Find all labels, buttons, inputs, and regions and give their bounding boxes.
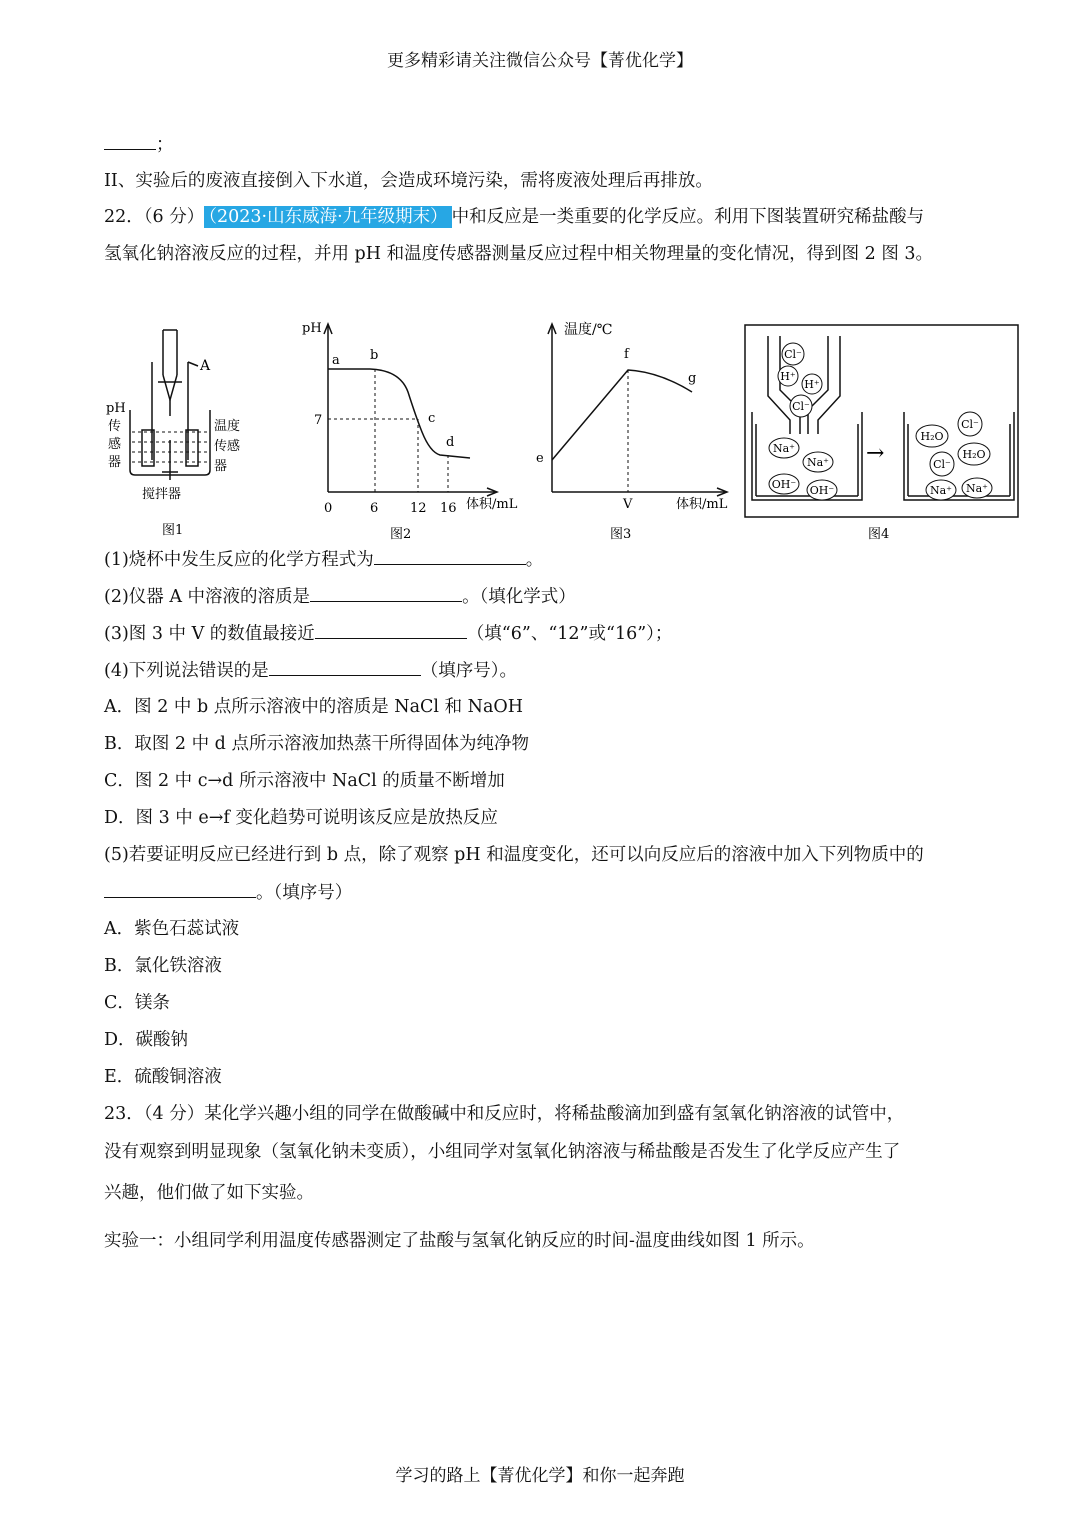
ion-oh-1: OH⁻	[771, 478, 797, 491]
ion-h-2: H⁺	[804, 378, 820, 391]
q22-part3: (3)图 3 中 V 的数值最接近 （填“6”、“12”或“16”）；	[104, 620, 672, 647]
fig1-left-label-3: 感	[108, 437, 122, 452]
fig2-x-tick-16: 16	[440, 501, 457, 516]
q22-stem-line2: 氢氧化钠溶液反应的过程，并用 pH 和温度传感器测量反应过程中相关物理量的变化情况，得到图 2 图 3。	[104, 244, 934, 264]
fig3-y-label: 温度/℃	[564, 322, 613, 338]
ion-na-2: Na⁺	[807, 456, 829, 469]
fig1-left-label-2: 传	[108, 419, 122, 434]
fig2-caption: 图2	[390, 527, 412, 542]
fig2-point-b: b	[370, 348, 379, 363]
page-header: 更多精彩请关注微信公众号【菁优化学】	[387, 51, 693, 71]
q22-part5-option-b: B．氯化铁溶液	[104, 956, 222, 976]
q22-option-b: B．取图 2 中 d 点所示溶液加热蒸干所得固体为纯净物	[104, 734, 529, 754]
fig2-y-label: pH	[302, 321, 322, 336]
fig1-stirrer-label: 搅拌器	[142, 487, 182, 502]
q22-stem-line1: 22．（6 分） （2023·山东威海·九年级期末） 中和反应是一类重要的化学反应。利用下图装置研究稀盐酸与	[104, 207, 925, 227]
fig2-point-c: c	[428, 411, 436, 426]
q22-option-d: D．图 3 中 e→f 变化趋势可说明该反应是放热反应	[104, 808, 498, 828]
q23-line3: 兴趣，他们做了如下实验。	[104, 1183, 314, 1203]
ion-cl-1: Cl⁻	[784, 348, 802, 361]
fig1-left-label-1: pH	[106, 401, 126, 416]
ion-na-3: Na⁺	[930, 484, 952, 497]
q22-part2: (2)仪器 A 中溶液的溶质是 。（填化学式）	[104, 583, 576, 610]
fig4-caption: 图4	[868, 527, 890, 542]
fig1-right-label-2: 传感	[214, 439, 241, 454]
answer-blank-3[interactable]	[315, 620, 467, 639]
fig1-left-label-4: 器	[108, 455, 122, 470]
ion-h2o-1: H₂O	[920, 430, 944, 443]
q22-option-a: A．图 2 中 b 点所示溶液中的溶质是 NaCl 和 NaOH	[104, 697, 523, 717]
figure-4-ion-diagram	[744, 324, 1020, 542]
fig3-point-g: g	[688, 371, 697, 386]
fig2-y-tick: 7	[314, 413, 323, 428]
fig3-x-label: 体积/mL	[676, 497, 728, 512]
ion-h-1: H⁺	[780, 370, 796, 383]
ion-cl-4: Cl⁻	[933, 458, 951, 471]
fig2-point-d: d	[446, 435, 455, 450]
fig1-label-a: A	[200, 358, 211, 374]
ion-na-4: Na⁺	[966, 482, 988, 495]
q23-line1: 23．（4 分）某化学兴趣小组的同学在做酸碱中和反应时，将稀盐酸滴加到盛有氢氧化钠溶液的试管中，	[104, 1104, 905, 1124]
fig2-x-tick-12: 12	[410, 501, 427, 516]
fig2-point-a: a	[332, 353, 340, 368]
page-footer: 学习的路上【菁优化学】和你一起奔跑	[395, 1466, 685, 1486]
temperature-curve-line	[552, 370, 692, 460]
q22-part5-option-e: E．硫酸铜溶液	[104, 1067, 222, 1087]
q22-part5-option-c: C．镁条	[104, 993, 170, 1013]
fig3-x-tick-v: V	[623, 497, 633, 512]
fig3-point-e: e	[536, 451, 544, 466]
q22-part5-line2: 。（填序号）	[104, 879, 352, 906]
answer-blank[interactable]	[104, 131, 156, 150]
answer-blank-5[interactable]	[104, 879, 256, 898]
q22-part1: (1)烧杯中发生反应的化学方程式为 。	[104, 546, 543, 573]
ion-na-1: Na⁺	[773, 442, 795, 455]
reaction-arrow: →	[866, 441, 885, 466]
answer-blank-2[interactable]	[310, 583, 462, 602]
q23-line2: 没有观察到明显现象（氢氧化钠未变质），小组同学对氢氧化钠溶液与稀盐酸是否发生了化学反应产生了	[104, 1142, 901, 1162]
q22-part5-option-a: A．紫色石蕊试液	[104, 919, 240, 939]
figure-3-temperature-curve	[530, 312, 740, 542]
fig2-x-tick-6: 6	[370, 501, 379, 516]
q22-part4: (4)下列说法错误的是 （填序号）。	[104, 657, 517, 684]
fig1-right-label-1: 温度	[214, 419, 241, 434]
fig3-caption: 图3	[610, 527, 632, 542]
q23-experiment-1: 实验一：小组同学利用温度传感器测定了盐酸与氢氧化钠反应的时间-温度曲线如图 1 所示。	[104, 1231, 815, 1251]
ion-cl-2: Cl⁻	[792, 400, 810, 413]
fig1-caption: 图1	[162, 523, 184, 538]
fig1-right-label-3: 器	[214, 459, 228, 474]
fig2-x-tick-0: 0	[324, 501, 333, 516]
answer-blank-1[interactable]	[374, 546, 526, 565]
source-tag[interactable]: （2023·山东威海·九年级期末）	[204, 206, 451, 228]
fig2-x-label: 体积/mL	[466, 497, 518, 512]
fig3-point-f: f	[624, 347, 629, 362]
ion-h2o-2: H₂O	[962, 448, 986, 461]
prev-blank-line: ；	[104, 131, 174, 158]
figure-1-apparatus	[100, 320, 260, 540]
figure-2-ph-curve	[290, 312, 540, 542]
ion-cl-3: Cl⁻	[961, 418, 979, 431]
q22-option-c: C．图 2 中 c→d 所示溶液中 NaCl 的质量不断增加	[104, 771, 505, 791]
q22-part5-line1: (5)若要证明反应已经进行到 b 点，除了观察 pH 和温度变化，还可以向反应后的溶液中加入下列物质中的	[104, 845, 924, 865]
q22-part5-option-d: D．碳酸钠	[104, 1030, 189, 1050]
ion-oh-2: OH⁻	[809, 484, 835, 497]
answer-blank-4[interactable]	[269, 657, 421, 676]
prev-item-2: II、实验后的废液直接倒入下水道，会造成环境污染，需将废液处理后再排放。	[104, 171, 713, 191]
